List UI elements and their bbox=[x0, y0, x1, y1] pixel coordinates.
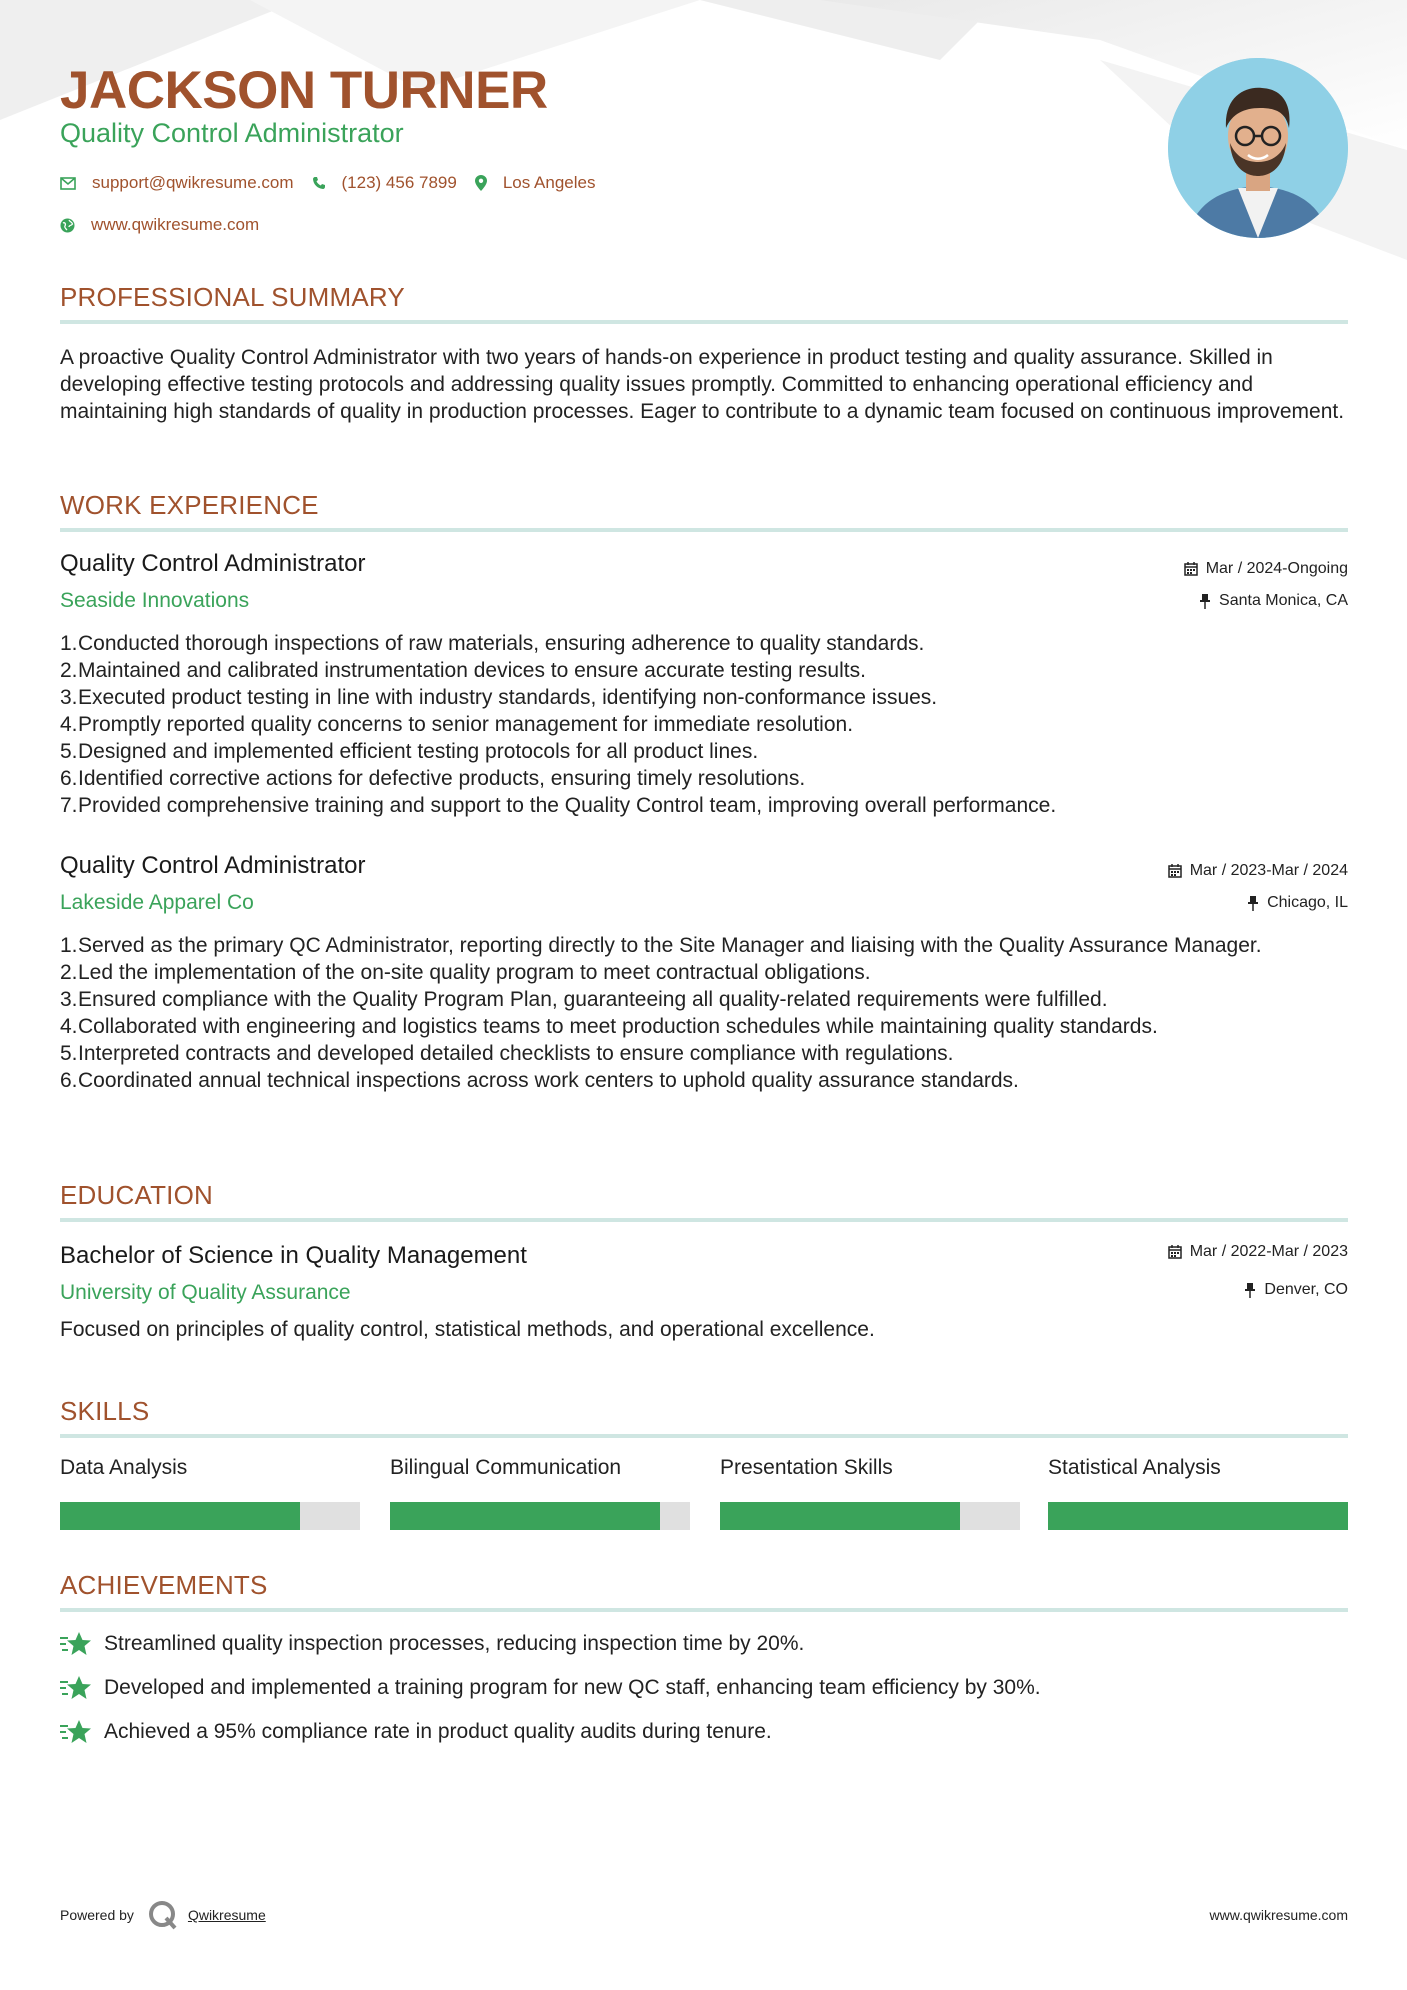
contact-row bbox=[60, 173, 613, 193]
skill-item bbox=[720, 1456, 1020, 1530]
email-item[interactable] bbox=[60, 173, 294, 193]
achievement-text: Streamlined quality inspection processes, reducing inspection time by 20%. bbox=[104, 1632, 805, 1655]
skill-bar bbox=[390, 1502, 690, 1530]
star-icon bbox=[60, 1630, 92, 1658]
job-2-company: Lakeside Apparel Co bbox=[60, 891, 254, 914]
star-icon bbox=[60, 1674, 92, 1702]
job-2-location bbox=[1247, 894, 1348, 912]
skill-item bbox=[1048, 1456, 1348, 1530]
skill-fill bbox=[390, 1502, 660, 1530]
education-location-text: Denver, CO bbox=[1264, 1281, 1348, 1298]
profile-photo-illustration bbox=[1168, 58, 1348, 238]
job-1-title: Quality Control Administrator bbox=[60, 550, 366, 577]
qwikresume-logo-icon bbox=[148, 1900, 178, 1930]
achievement-text: Achieved a 95% compliance rate in product quality audits during tenure. bbox=[104, 1720, 772, 1743]
candidate-role: Quality Control Administrator bbox=[60, 118, 404, 148]
skill-label: Data Analysis bbox=[60, 1456, 188, 1479]
footer-website[interactable]: www.qwikresume.com bbox=[1209, 1907, 1348, 1923]
achievement-item bbox=[60, 1674, 1041, 1702]
list-item: 6. Coordinated annual technical inspections across work centers to uphold quality assurance standards. bbox=[60, 1069, 1019, 1092]
achievement-item bbox=[60, 1718, 772, 1746]
job-2-dates-text: Mar / 2023-Mar / 2024 bbox=[1189, 862, 1348, 879]
skill-label: Bilingual Communication bbox=[390, 1456, 622, 1479]
skill-item bbox=[390, 1456, 690, 1530]
job-1-bullets bbox=[60, 630, 1348, 819]
profile-photo bbox=[1168, 58, 1348, 238]
job-2-location-text: Chicago, IL bbox=[1267, 894, 1348, 911]
star-icon bbox=[60, 1718, 92, 1746]
skill-bar bbox=[1048, 1502, 1348, 1530]
skill-fill bbox=[1048, 1502, 1348, 1530]
pushpin-icon bbox=[1199, 593, 1211, 609]
calendar-icon bbox=[1184, 562, 1198, 576]
job-1-location bbox=[1199, 592, 1348, 610]
list-item: 2. Led the implementation of the on-site quality program to meet contractual obligations. bbox=[60, 961, 871, 984]
list-item: 1. Conducted thorough inspections of raw materials, ensuring adherence to quality standards. bbox=[60, 632, 925, 655]
email-text: support@qwikresume.com bbox=[92, 173, 294, 192]
powered-by-label: Powered by bbox=[60, 1907, 134, 1923]
footer-powered-by bbox=[60, 1900, 266, 1930]
education-location bbox=[1244, 1281, 1348, 1299]
phone-item[interactable] bbox=[312, 173, 457, 193]
calendar-icon bbox=[1168, 864, 1182, 878]
skill-label: Presentation Skills bbox=[720, 1456, 893, 1479]
achievement-text: Developed and implemented a training program for new QC staff, enhancing team efficiency by 30%. bbox=[104, 1676, 1041, 1699]
achievement-item bbox=[60, 1630, 804, 1658]
skill-item bbox=[60, 1456, 360, 1530]
job-1-dates-text: Mar / 2024-Ongoing bbox=[1205, 560, 1348, 577]
achievements-divider bbox=[60, 1608, 1348, 1612]
calendar-icon bbox=[1168, 1245, 1182, 1259]
experience-heading: WORK EXPERIENCE bbox=[60, 490, 319, 520]
education-heading: EDUCATION bbox=[60, 1180, 213, 1210]
phone-icon bbox=[312, 176, 326, 190]
location-text: Los Angeles bbox=[502, 173, 596, 192]
skills-heading: SKILLS bbox=[60, 1396, 150, 1426]
experience-divider bbox=[60, 528, 1348, 532]
job-2-bullets bbox=[60, 932, 1348, 1094]
website-item[interactable] bbox=[60, 215, 259, 235]
education-description: Focused on principles of quality control, statistical methods, and operational excellence. bbox=[60, 1318, 875, 1341]
email-icon bbox=[60, 177, 76, 190]
list-item: 2. Maintained and calibrated instrumentation devices to ensure accurate testing results. bbox=[60, 659, 866, 682]
summary-text: A proactive Quality Control Administrator with two years of hands-on experience in product testing and quality assurance. Skilled in developing effective testing protocols and addressing quality issues promptly. Committed to enhancing operational efficiency and maintaining high standards of quality in production processes. Eager to contribute to a dynamic team focused on continuous improvement. bbox=[60, 346, 1345, 423]
map-pin-icon bbox=[475, 175, 487, 191]
list-item: 4. Promptly reported quality concerns to senior management for immediate resolution. bbox=[60, 713, 854, 736]
job-1-company: Seaside Innovations bbox=[60, 589, 250, 612]
education-dates-text: Mar / 2022-Mar / 2023 bbox=[1189, 1243, 1348, 1260]
list-item: 3. Ensured compliance with the Quality Program Plan, guaranteeing all quality-related requirements were fulfilled. bbox=[60, 988, 1108, 1011]
skills-divider bbox=[60, 1434, 1348, 1438]
skill-bar bbox=[720, 1502, 1020, 1530]
summary-heading: PROFESSIONAL SUMMARY bbox=[60, 282, 405, 312]
globe-icon bbox=[60, 218, 75, 233]
location-item bbox=[475, 173, 596, 193]
job-1-location-text: Santa Monica, CA bbox=[1219, 592, 1348, 609]
candidate-name: JACKSON TURNER bbox=[60, 61, 548, 120]
list-item: 5. Interpreted contracts and developed detailed checklists to ensure compliance with regulations. bbox=[60, 1042, 954, 1065]
website-row bbox=[60, 215, 277, 235]
job-2-title: Quality Control Administrator bbox=[60, 852, 366, 879]
list-item: 1. Served as the primary QC Administrator, reporting directly to the Site Manager and liaising with the Quality Assurance Manager. bbox=[60, 934, 1262, 957]
website-text: www.qwikresume.com bbox=[91, 215, 260, 234]
education-school: University of Quality Assurance bbox=[60, 1281, 351, 1304]
skill-label: Statistical Analysis bbox=[1048, 1456, 1221, 1479]
pushpin-icon bbox=[1247, 895, 1259, 911]
list-item: 7. Provided comprehensive training and support to the Quality Control team, improving overall performance. bbox=[60, 794, 1057, 817]
list-item: 3. Executed product testing in line with industry standards, identifying non-conformance issues. bbox=[60, 686, 938, 709]
achievements-heading: ACHIEVEMENTS bbox=[60, 1570, 268, 1600]
list-item: 4. Collaborated with engineering and logistics teams to meet production schedules while maintaining quality standards. bbox=[60, 1015, 1158, 1038]
list-item: 5. Designed and implemented efficient testing protocols for all product lines. bbox=[60, 740, 759, 763]
skill-fill bbox=[60, 1502, 300, 1530]
education-divider bbox=[60, 1218, 1348, 1222]
resume-page bbox=[60, 0, 1348, 1990]
job-1-dates bbox=[1184, 560, 1348, 578]
skill-bar bbox=[60, 1502, 360, 1530]
qwikresume-link[interactable]: Qwikresume bbox=[187, 1907, 266, 1923]
skill-fill bbox=[720, 1502, 960, 1530]
education-degree: Bachelor of Science in Quality Management bbox=[60, 1242, 527, 1269]
pushpin-icon bbox=[1244, 1282, 1256, 1298]
summary-divider bbox=[60, 320, 1348, 324]
education-dates bbox=[1168, 1243, 1348, 1261]
job-2-dates bbox=[1168, 862, 1348, 880]
list-item: 6. Identified corrective actions for defective products, ensuring timely resolutions. bbox=[60, 767, 806, 790]
phone-text: (123) 456 7899 bbox=[341, 173, 457, 192]
